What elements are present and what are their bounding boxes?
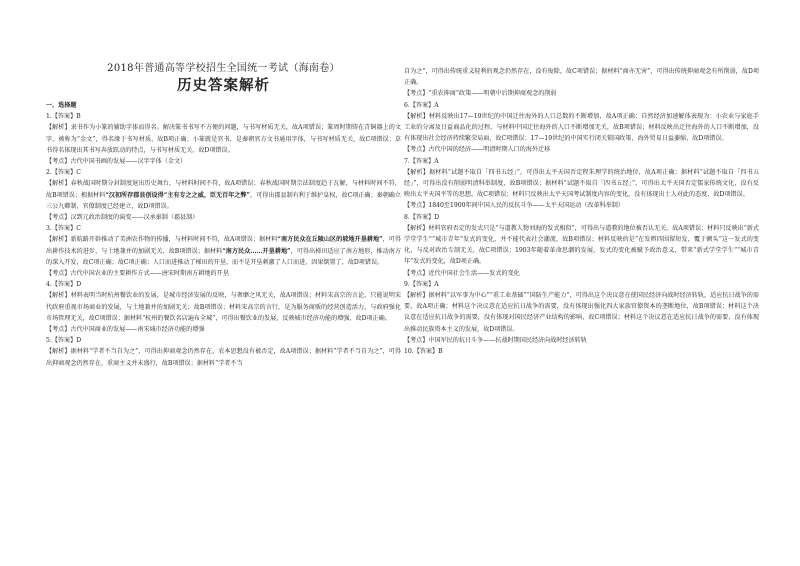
- q3-explanation-a: 【解析】新航路开辟推动了美洲农作物的传播，与材料时间不符，故A项错误；据材料: [46, 236, 278, 244]
- q5-explanation: 【解析】据材料“学者不当自为之”，可得出抑商观念仍然存在，农本思想没有被否定，故A项错误；据材料“学者不当自为之”，可得出抑商观念仍然存在，重商主义并未盛行，故B项错误；据材料“学者不当: [46, 348, 401, 367]
- right-column: [404, 66, 759, 357]
- q2-explanation: [46, 178, 401, 212]
- q9-knowledge-point: 【考点】中国军民的抗日斗争——抗战时期国民经济向战时经济转轨: [404, 336, 587, 344]
- q2-explanation-a: 【解析】春秋战国时期分封制度退出历史舞台，与材料时间不符，故A项错误；春秋战国时期宗法制度趋于瓦解，与材料时间不符，故B项错误；根据材料: [46, 180, 401, 199]
- q3-explanation-c: ，可得出梯田适应了南方地形，推动南方的深入开发，故C项正确；故C项正确；人口而进推动了梯田的开垦，而不是开垦刺激了人口而进，因果倒置了，故D项错误。: [46, 247, 401, 266]
- q7-explanation: 【解析】据材料“试题不取自「四书五经」”，可得出太平天国否定程朱理学的统治地位，故A项正确；据材料“试题不取自「四书五经」”，可得出没有削弱明清科举制度，故B项错误；据材料“试题不取自「四书五经」”，可得出太平天国否定儒家传统文化，没有反映出太平天国平等的思想，故C项错误；材料只反映出太平天国考试制度内容的变化，没有体现出士人对此的态度，故D项错误。: [404, 168, 759, 199]
- section-heading: 一、选择题: [46, 102, 77, 109]
- q2-answer: 2.【答案】C: [46, 169, 81, 177]
- q3-explanation: [46, 234, 401, 268]
- q5-knowledge-point: 【考点】“重农抑商”政策——明朝中后期抑商观念的削弱: [404, 90, 557, 98]
- q3-highlight-2: “南方民众……开垦耕地”: [222, 247, 291, 255]
- left-column: [46, 62, 401, 369]
- q8-explanation: 【解析】材料官府否定的发式只是“与道教人物刘海的发式相似”，可得出与道教的地位被否认无关，故A项错误；材料只反映出“新式学堂学生”“城市青年”发式的变化，并不能代表社会潮流，故B项错误；材料反映的是“在发辫四围留短发，覆于额头”这一发式的变化，与反对政治专制无关，故C项错误；1903年随着革命思潮的发展，发式的变化被赋予政治意义，带来“新式学堂学生”“城市青年”发式的变化，故D项正确。: [404, 224, 759, 266]
- q8-knowledge-point: 【考点】近代中国社会生活——发式的变化: [404, 269, 520, 277]
- q2-knowledge-point: 【考点】汉到元政治制度的演变——汉承秦制（郡县制）: [46, 214, 199, 222]
- q1-knowledge-point: 【考点】古代中国书画的发展——汉字字体（金文）: [46, 158, 187, 166]
- q1-explanation: 【解析】隶书作为小篆的辅助字体而得名。解决篆书书写不方便的问题，与书写材质无关，故A项错误；篆周时期铸在青铜器上的文字，被称为“金文”，得名缘于书写材质，故B项正确；小篆就是官书，是秦朝官方文书通用字体，与书写材质无关，故C项错误；草书得名体现出其书写奔放跃动的特点，与书写材质无关，故D项错误。: [46, 124, 401, 154]
- q7-knowledge-point: 【考点】1840至1900年间中国人民的反抗斗争——太平天国运动（改革科举制）: [404, 202, 624, 210]
- q4-explanation: 【解析】材料表明当时杭州餐饮业的发展，是城市经济发展的反映，与奢靡之风无关，故A项错误；材料宋高宗的言论，只能说明宋代政府重视市场商业的发展，与土地兼并的加剧无关；故B项错误；材料宋高宗的言行，是为服务商贩的经营创造活力，与政府强化市场管理无关，故C项错误；据材料“杭州的餐饮名店遍布全城”，可得出餐饮业的发展，反映城市经济功能的增强，故D项正确。: [46, 292, 401, 322]
- q4-answer: 4.【答案】D: [46, 281, 82, 289]
- q9-answer: 9.【答案】A: [404, 280, 439, 288]
- exam-title: 2018年普通高等学校招生全国统一考试（海南卷）: [107, 63, 340, 74]
- q3-knowledge-point: 【考点】古代中国农业的主要耕作方式——唐宋时期南方耕地的开垦: [46, 270, 229, 278]
- q3-highlight: “南方民众在丘陵山区的坡地开垦耕地”: [277, 236, 383, 244]
- q6-knowledge-point: 【考点】古代中国的经济——明清时期人口的海外迁移: [404, 146, 551, 154]
- q8-answer: 8.【答案】D: [404, 213, 440, 221]
- q2-highlight: “汉初所存郡县创设得“主有专之之威，臣无百年之弊”: [105, 191, 251, 199]
- q5-answer: 5.【答案】D: [46, 337, 82, 345]
- q10-answer: 10.【答案】B: [404, 348, 443, 356]
- q3-answer: 3.【答案】C: [46, 225, 81, 233]
- q1-answer: 1.【答案】B: [46, 113, 81, 121]
- q6-answer: 6.【答案】A: [404, 101, 439, 109]
- q7-answer: 7.【答案】A: [404, 157, 439, 165]
- q6-explanation: 【解析】材料反映出17—19世纪的中国迁往海外的人口总数的不断增加，故A项正确；自然经济加速解体表现为：小农业与家庭手工业的分离及日益商品化的过程，与材料中国迁往海外的人口不断增加无关，故B项错误；材料反映出迁往海外的人口不断增加，没有体现出社会经济持续繁荣局面，故C项错误；17—19世纪的中国实行闭关锁国政策，海外贸易日益萎缩，故D项错误。: [404, 112, 759, 143]
- q4-knowledge-point: 【考点】古代中国商业的发展——南宋城市经济功能的增强: [46, 326, 205, 334]
- q9-explanation: 【解析】据材料“以军事为中心”“重工业基础”“国防生产能力”，可得出这个决议意在使国民经济向战时经济转轨，适应抗日战争的需要，故A项正确；材料这个决议意在适应抗日战争的需要，没有体现出强化四大家族官僚资本的垄断地位，故B项错误；材料这个决议意在适应抗日战争的需要，没有体现对国民经济产业结构的影响，故C项错误；材料这个决议意在适应抗日战争的需要，没有体现出推动民族资本主义的发展，故D项错误。: [404, 292, 759, 333]
- q2-explanation-b: ，可得出郡县制有利于维护皇权，故C项正确；秦朝确立三公九卿制，官僚制度已经建立，故D项错误。: [46, 191, 402, 210]
- document-title: 历史答案解析: [177, 78, 270, 94]
- q5-explanation-continued: 自为之”，可得出传统重义轻利的观念仍然存在，没有废除，故C项错误；据材料“商亦无害”，可得出传统抑商观念有所削弱，故D项正确。: [404, 68, 759, 87]
- q3-explanation-b: ，可得出耕作技术的进步，与土地兼并的加剧无关，故B项错误；据材料: [46, 236, 402, 255]
